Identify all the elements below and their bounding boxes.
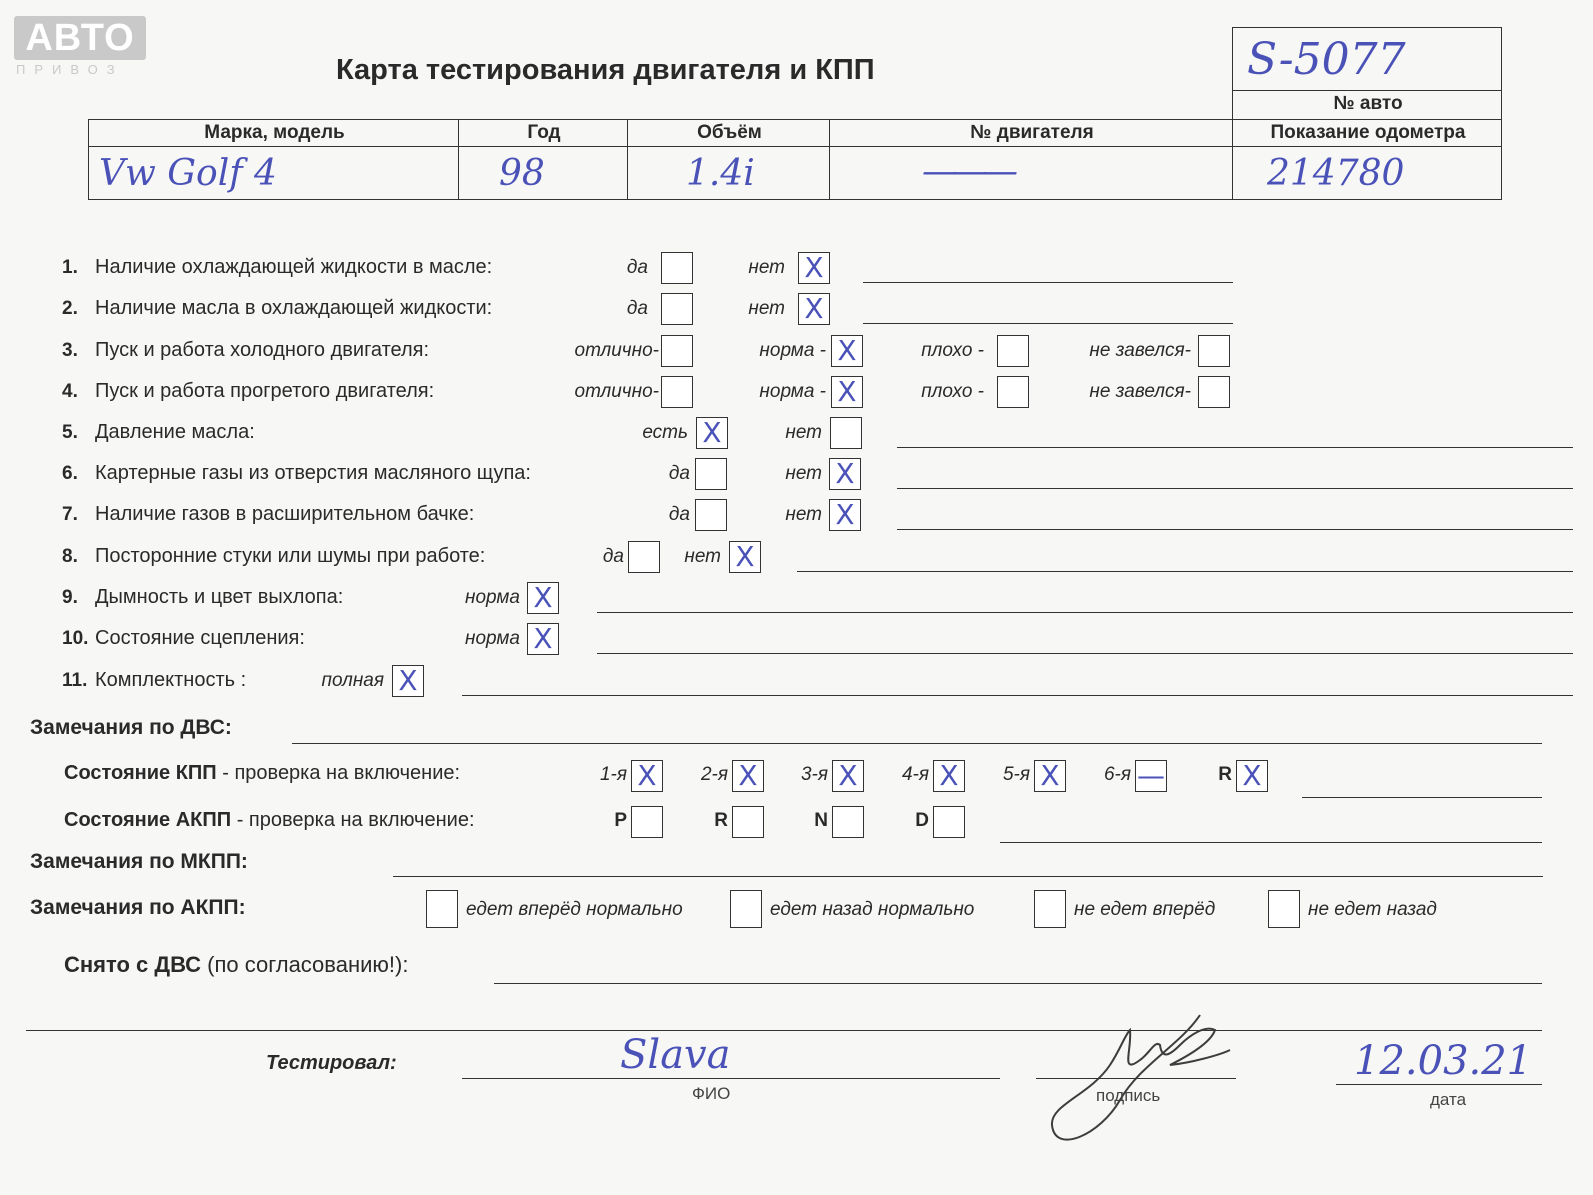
akpp-line — [1000, 842, 1542, 843]
question-number: 3. — [62, 340, 78, 361]
option-label: плохо - — [921, 381, 984, 402]
car-number-label: № авто — [1333, 93, 1403, 114]
akpp-remark-label: не едет вперёд — [1074, 899, 1216, 920]
answer-line — [863, 323, 1233, 324]
logo — [14, 16, 154, 77]
question-text: Давление масла: — [95, 421, 255, 443]
gear-checkbox[interactable]: X — [1236, 760, 1268, 792]
name-line — [462, 1078, 1000, 1079]
table-header-cell — [458, 119, 628, 147]
option-checkbox[interactable] — [695, 499, 727, 531]
option-checkbox[interactable]: X — [729, 541, 761, 573]
value-year: 98 — [499, 153, 545, 194]
value-make-model: Vw Golf 4 — [99, 153, 277, 194]
question-number: 4. — [62, 381, 78, 402]
kpp-label — [64, 762, 460, 785]
gear-checkbox[interactable]: — — [1137, 759, 1165, 792]
option-label: нет — [748, 257, 785, 278]
remarks-mkpp-line — [393, 876, 1543, 877]
page-title: Карта тестирования двигателя и КПП — [336, 54, 875, 86]
table-header-cell — [829, 119, 1233, 147]
option-label: отлично- — [574, 340, 659, 361]
gear-checkbox[interactable]: X — [631, 760, 663, 792]
option-label: да — [626, 298, 648, 319]
question-text: Пуск и работа прогретого двигателя: — [95, 380, 435, 402]
question-number: 1. — [62, 257, 78, 278]
question-number: 11. — [62, 670, 88, 691]
akpp-position-label: R — [714, 810, 728, 831]
option-label: норма — [465, 587, 520, 608]
option-label: не завелся- — [1089, 340, 1191, 361]
removed-label — [64, 952, 408, 978]
option-label: нет — [785, 504, 822, 525]
akpp-remark-checkbox[interactable] — [426, 890, 458, 928]
header-make-model: Марка, модель — [204, 122, 345, 143]
removed-line — [494, 983, 1542, 984]
question-text: Пуск и работа холодного двигателя: — [95, 339, 430, 361]
option-label: норма - — [759, 340, 826, 361]
removed-line-2 — [26, 1030, 1542, 1031]
option-checkbox[interactable]: X — [696, 417, 728, 449]
answer-line — [462, 695, 1573, 696]
akpp-position-checkbox[interactable] — [933, 806, 965, 838]
question-number: 5. — [62, 422, 78, 443]
akpp-position-label: P — [614, 810, 627, 831]
option-checkbox[interactable]: X — [392, 665, 424, 697]
header-year: Год — [527, 122, 561, 143]
option-label: отлично- — [574, 381, 659, 402]
option-checkbox[interactable] — [830, 417, 862, 449]
question-text: Картерные газы из отверстия масляного щупа: — [95, 462, 531, 484]
question-text: Посторонние стуки или шумы при работе: — [95, 545, 486, 567]
gear-label: 2-я — [700, 764, 728, 785]
value-engine-number: ——— — [922, 151, 1012, 192]
option-label: полная — [321, 670, 384, 691]
gear-label: 3-я — [800, 764, 828, 785]
question-text: Наличие охлаждающей жидкости в масле: — [95, 256, 493, 278]
option-checkbox[interactable] — [695, 458, 727, 490]
akpp-label-bold: Состояние АКПП — [64, 809, 232, 831]
question-number: 6. — [62, 463, 78, 484]
tested-by-label: Тестировал: — [266, 1052, 397, 1074]
kpp-line — [1302, 797, 1542, 798]
date-line — [1336, 1084, 1542, 1085]
table-value-cell — [88, 146, 459, 200]
table-value-cell — [627, 146, 830, 200]
option-label: норма - — [759, 381, 826, 402]
akpp-remark-label: не едет назад — [1308, 899, 1437, 920]
option-label: нет — [785, 463, 822, 484]
option-checkbox[interactable]: X — [527, 582, 559, 614]
akpp-position-checkbox[interactable] — [832, 806, 864, 838]
option-checkbox[interactable] — [661, 376, 693, 408]
akpp-label — [64, 809, 475, 832]
option-label: не завелся- — [1089, 381, 1191, 402]
header-volume: Объём — [697, 122, 762, 143]
option-label: да — [602, 546, 624, 567]
remarks-akpp-label: Замечания по АКПП: — [30, 896, 246, 919]
akpp-label-rest: - проверка на включение: — [231, 809, 475, 831]
akpp-remark-label: едет вперёд нормально — [466, 899, 683, 920]
table-value-cell — [1232, 146, 1502, 200]
option-checkbox[interactable]: X — [798, 293, 830, 325]
question-number: 9. — [62, 587, 78, 608]
gear-checkbox[interactable]: X — [1034, 760, 1066, 792]
value-volume: 1.4i — [686, 153, 755, 194]
answer-line — [597, 653, 1573, 654]
question-number: 2. — [62, 298, 78, 319]
remarks-engine-line — [292, 743, 1542, 744]
akpp-remark-checkbox[interactable] — [730, 890, 762, 928]
table-header-cell — [88, 119, 459, 147]
option-label: норма — [465, 628, 520, 649]
option-checkbox[interactable] — [1198, 335, 1230, 367]
akpp-remark-label: едет назад нормально — [770, 899, 975, 920]
akpp-position-checkbox[interactable] — [631, 806, 663, 838]
question-number: 7. — [62, 504, 78, 525]
question-text: Наличие масла в охлаждающей жидкости: — [95, 297, 493, 319]
question-text: Состояние сцепления: — [95, 627, 305, 649]
table-header-cell — [627, 119, 830, 147]
option-label: да — [668, 504, 690, 525]
question-text: Наличие газов в расширительном бачке: — [95, 503, 475, 525]
akpp-position-label: N — [814, 810, 828, 831]
akpp-position-label: D — [915, 810, 929, 831]
option-checkbox[interactable] — [661, 293, 693, 325]
option-checkbox[interactable]: X — [798, 252, 830, 284]
option-checkbox[interactable]: X — [829, 499, 861, 531]
option-checkbox[interactable] — [1198, 376, 1230, 408]
value-odometer: 214780 — [1267, 153, 1405, 194]
option-label: нет — [684, 546, 721, 567]
answer-line — [897, 529, 1573, 530]
option-checkbox[interactable] — [628, 541, 660, 573]
signature-caption: подпись — [1096, 1086, 1161, 1105]
option-checkbox[interactable]: X — [527, 623, 559, 655]
gear-checkbox[interactable]: X — [832, 760, 864, 792]
header-engine-number: № двигателя — [970, 122, 1094, 143]
answer-line — [597, 612, 1573, 613]
date-value: 12.03.21 — [1354, 1038, 1533, 1084]
table-header-cell — [1232, 119, 1502, 147]
car-number-cell — [1232, 27, 1502, 91]
tester-name: Slava — [620, 1032, 731, 1078]
gear-label: 6-я — [1103, 764, 1131, 785]
car-number-value: S-5077 — [1247, 34, 1406, 85]
akpp-position-checkbox[interactable] — [732, 806, 764, 838]
question-number: 8. — [62, 546, 78, 567]
header-odometer: Показание одометра — [1270, 122, 1466, 143]
question-text: Дымность и цвет выхлопа: — [95, 586, 344, 608]
removed-label-bold: Снято с ДВС — [64, 952, 202, 977]
gear-checkbox[interactable]: X — [933, 760, 965, 792]
logo-main: АВТО — [14, 16, 146, 60]
remarks-mkpp-label: Замечания по МКПП: — [30, 850, 248, 873]
name-caption: ФИО — [692, 1084, 731, 1103]
option-checkbox[interactable] — [997, 335, 1029, 367]
table-value-cell — [829, 146, 1233, 200]
option-checkbox[interactable]: X — [831, 335, 863, 367]
answer-line — [897, 447, 1573, 448]
kpp-label-rest: - проверка на включение: — [216, 762, 461, 784]
option-label: плохо - — [921, 340, 984, 361]
option-checkbox[interactable] — [997, 376, 1029, 408]
answer-line — [897, 488, 1573, 489]
option-checkbox[interactable]: X — [829, 458, 861, 490]
signature-image — [1030, 1005, 1240, 1155]
signature-line — [1036, 1078, 1236, 1079]
removed-label-rest: (по согласованию!): — [201, 952, 409, 977]
gear-label: 4-я — [901, 764, 929, 785]
answer-line — [863, 282, 1233, 283]
option-label: да — [668, 463, 690, 484]
option-label: нет — [748, 298, 785, 319]
akpp-remark-checkbox[interactable] — [1268, 890, 1300, 928]
gear-label: 1-я — [599, 764, 627, 785]
answer-line — [797, 571, 1573, 572]
akpp-remark-checkbox[interactable] — [1034, 890, 1066, 928]
gear-label: 5-я — [1002, 764, 1030, 785]
logo-sub: ПРИВОЗ — [16, 62, 124, 77]
question-number: 10. — [62, 628, 89, 649]
table-value-cell — [458, 146, 628, 200]
option-label: есть — [642, 422, 688, 443]
car-number-label-cell — [1232, 90, 1502, 120]
date-caption: дата — [1430, 1090, 1467, 1109]
remarks-engine-label: Замечания по ДВС: — [30, 716, 232, 739]
gear-checkbox[interactable]: X — [732, 760, 764, 792]
gear-label: R — [1218, 764, 1232, 785]
option-label: да — [626, 257, 648, 278]
option-checkbox[interactable]: X — [831, 376, 863, 408]
question-text: Комплектность : — [95, 669, 247, 691]
option-label: нет — [785, 422, 822, 443]
kpp-label-bold: Состояние КПП — [64, 762, 217, 784]
option-checkbox[interactable] — [661, 252, 693, 284]
option-checkbox[interactable] — [661, 335, 693, 367]
